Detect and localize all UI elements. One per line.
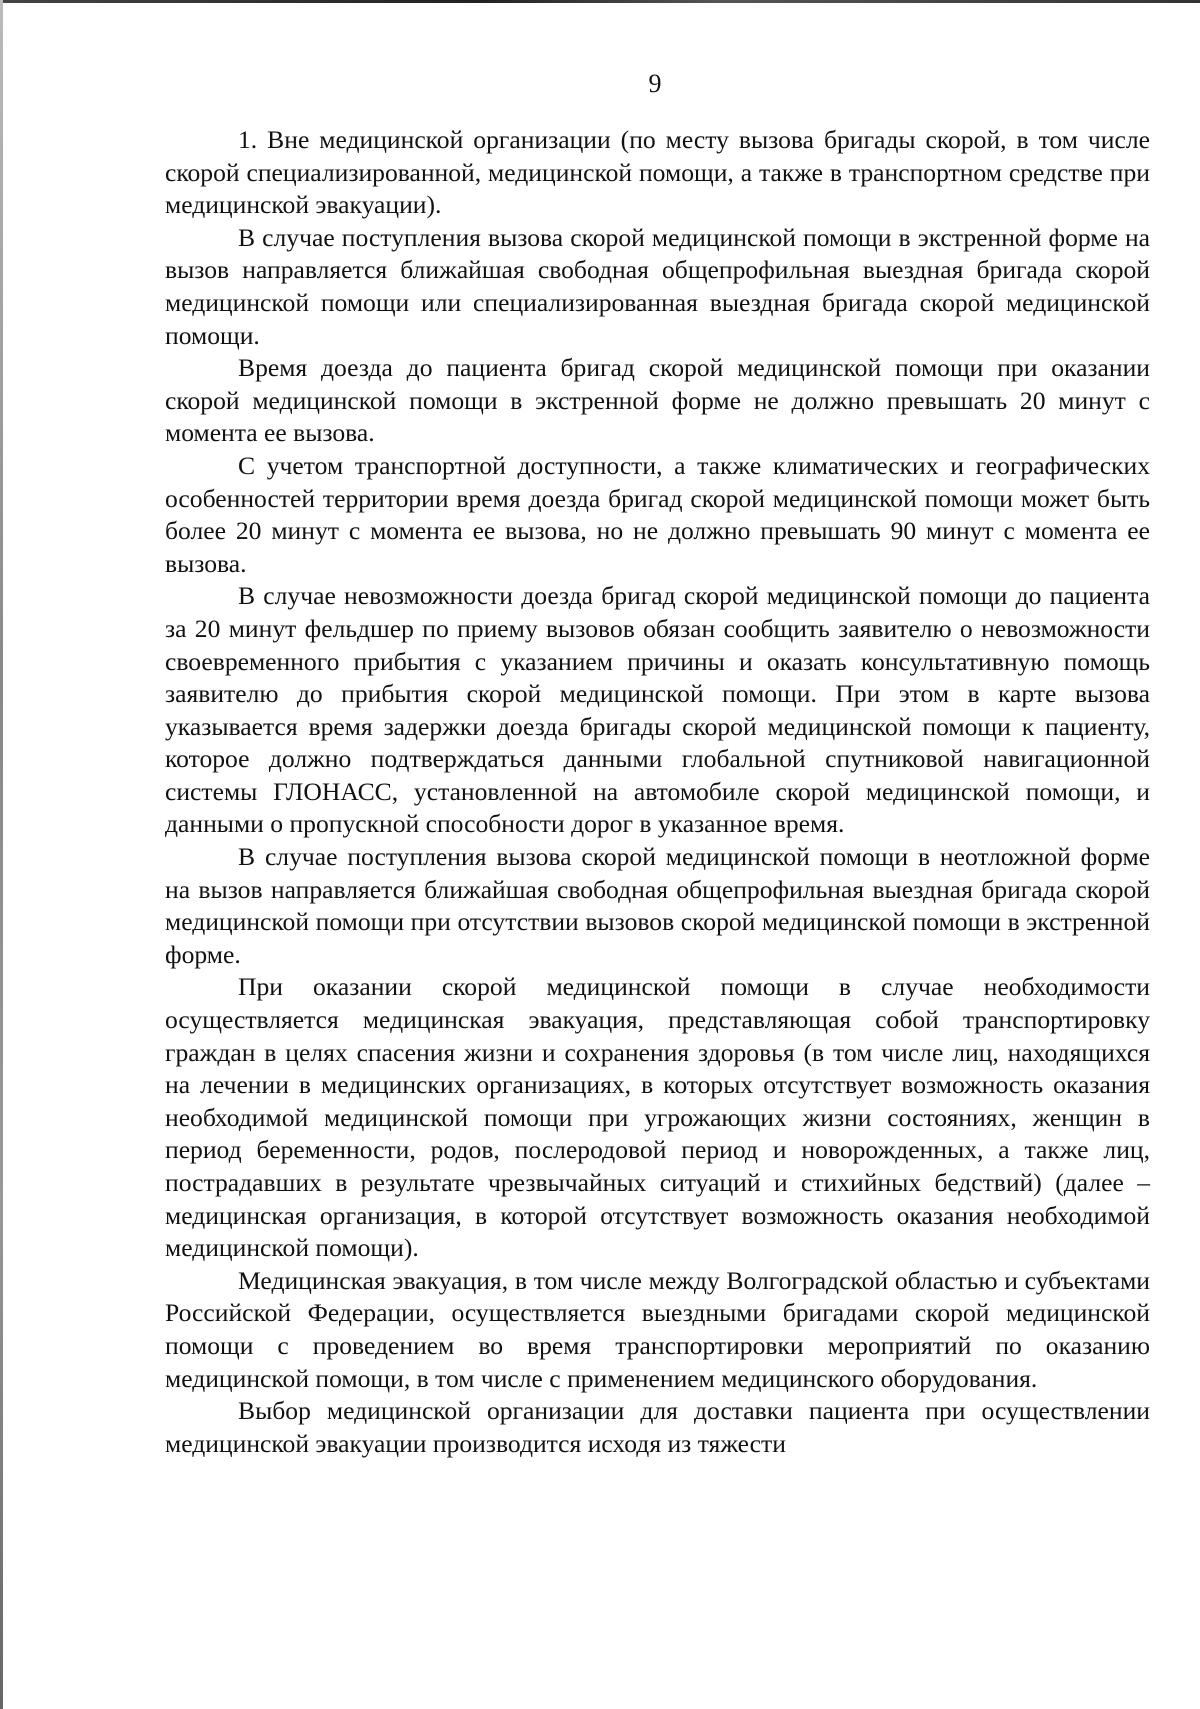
scan-top-edge: [0, 0, 1200, 3]
paragraph-extended-arrival-time: С учетом транспортной доступности, а также климатических и географических особенностей территории время доезда бригад скорой медицинской помощи может быть более 20 минут с момента ее вызова, но не должно превышать 90 минут с момента ее вызова.: [165, 450, 1150, 578]
paragraph-outside-organization: 1. Вне медицинской организации (по месту вызова бригады скорой, в том числе скорой специализированной, медицинской помощи, а также в транспортном средстве при медицинской эвакуации).: [165, 125, 1150, 220]
paragraph-organization-choice: Выбор медицинской организации для доставки пациента при осуществлении медицинской эвакуации производится исходя из тяжести: [165, 1396, 1150, 1458]
paragraph-arrival-time: Время доезда до пациента бригад скорой медицинской помощи при оказании скорой медицинской помощи в экстренной форме не должно превышать 20 минут с момента ее вызова.: [165, 353, 1150, 448]
page-number: 9: [648, 69, 662, 98]
paragraph-urgent-call: В случае поступления вызова скорой медицинской помощи в неотложной форме на вызов направляется ближайшая свободная общепрофильная выездная бригада скорой медицинской помощи при отсутствии вызовов скорой медицинской помощи в экстренной форме.: [165, 842, 1150, 969]
paragraph-delay-procedure: В случае невозможности доезда бригад скорой медицинской помощи до пациента за 20 минут фельдшер по приему вызовов обязан сообщить заявителю о невозможности своевременного прибытия с указанием причины и оказать консультативную помощь заявителю до прибытия скорой медицинской помощи. При этом в карте вызова указывается время задержки доезда бригады скорой медицинской помощи к пациенту, которое должно подтверждаться данными глобальной спутниковой навигационной системы ГЛОНАСС, установленной на автомобиле скорой медицинской помощи, и данными о пропускной способности дорог в указанное время.: [165, 581, 1150, 839]
scan-left-edge: [0, 0, 3, 1709]
document-body: [165, 124, 1150, 1460]
paragraph-emergency-call: В случае поступления вызова скорой медицинской помощи в экстренной форме на вызов направляется ближайшая свободная общепрофильная выездная бригада скорой медицинской помощи или специализированная выездная бригада скорой медицинской помощи.: [165, 222, 1150, 350]
paragraph-interregional-evacuation: Медицинская эвакуация, в том числе между Волгоградской областью и субъектами Российской Федерации, осуществляется выездными бригадами скорой медицинской помощи с проведением во время транспортировки мероприятий по оказанию медицинской помощи, в том числе с применением медицинского оборудования.: [165, 1265, 1150, 1393]
paragraph-medical-evacuation: При оказании скорой медицинской помощи в случае необходимости осуществляется медицинская эвакуация, представляющая собой транспортировку граждан в целях спасения жизни и сохранения здоровья (в том числе лиц, находящихся на лечении в медицинских организациях, в которых отсутствует возможность оказания необходимой медицинской помощи при угрожающих жизни состояниях, женщин в период беременности, родов, послеродовой период и новорожденных, а также лиц, пострадавших в результате чрезвычайных ситуаций и стихийных бедствий) (далее – медицинская организация, в которой отсутствует возможность оказания необходимой медицинской помощи).: [165, 972, 1150, 1263]
